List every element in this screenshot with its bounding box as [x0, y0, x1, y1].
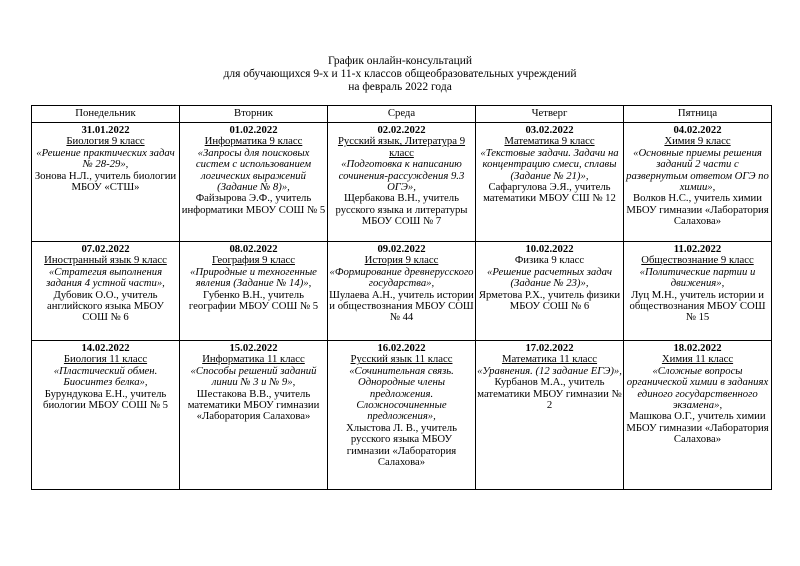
cell-teacher: Ярметова Р.Х., учитель физики МБОУ СОШ № 6 [478, 288, 621, 313]
cell-topic: «Сочинительная связь. Однородные члены предложения. Сложносочиненные предложения», [349, 364, 454, 423]
cell-topic: «Формирование древнерусского государства», [329, 265, 474, 290]
week-row-3 [32, 341, 772, 490]
cell-subject: География 9 класс [212, 254, 295, 267]
week-row-1 [32, 123, 772, 242]
schedule-cell [32, 123, 180, 242]
cell-teacher: Бурундукова Е.Н., учитель биологии МБОУ СОШ № 5 [43, 387, 168, 412]
schedule-cell [476, 242, 624, 341]
cell-teacher: Шулаева А.Н., учитель истории и обществознания МБОУ СОШ № 44 [329, 288, 474, 324]
cell-subject: История 9 класс [364, 254, 439, 267]
cell-topic: «Уравнения. (12 задание ЕГЭ)», [477, 364, 622, 377]
cell-topic: «Политические партии и движения», [639, 265, 756, 290]
cell-subject: Русский язык 11 класс [350, 353, 453, 366]
cell-topic: «Подготовка к написанию сочинения-рассуждения 9.3 ОГЭ», [338, 158, 465, 194]
schedule-cell [328, 123, 476, 242]
schedule-cell [180, 242, 328, 341]
header-row [32, 106, 772, 123]
day-header-friday: Пятница [624, 106, 772, 123]
cell-teacher: Хлыстова Л. В., учитель русского языка МБОУ гимназии «Лаборатория Салахова» [346, 421, 457, 469]
cell-date: 07.02.2022 [81, 243, 130, 255]
cell-date: 03.02.2022 [525, 124, 574, 136]
cell-date: 09.02.2022 [377, 243, 426, 255]
schedule-cell [32, 242, 180, 341]
title-line-3: на февраль 2022 года [348, 81, 452, 93]
cell-teacher: Файзырова Э.Ф., учитель информатики МБОУ СОШ № 5 [181, 192, 326, 216]
cell-date: 04.02.2022 [673, 124, 722, 136]
day-header-thursday: Четверг [476, 106, 624, 123]
schedule-cell [32, 341, 180, 490]
schedule-cell [624, 242, 772, 341]
cell-subject: Математика 11 класс [501, 353, 598, 366]
schedule-cell [328, 341, 476, 490]
cell-teacher: Волков Н.С., учитель химии МБОУ гимназии «Лаборатория Салахова» [626, 192, 769, 228]
cell-topic: «Пластический обмен. Биосинтез белка», [53, 364, 158, 389]
cell-subject: Обществознание 9 класс [641, 254, 754, 267]
cell-teacher: Курбанов М.А., учитель математики МБОУ гимназии № 2 [477, 376, 622, 412]
cell-date: 16.02.2022 [377, 342, 426, 354]
schedule-cell [624, 123, 772, 242]
cell-date: 18.02.2022 [673, 342, 722, 354]
cell-teacher: Луц М.Н., учитель истории и обществознания МБОУ СОШ № 15 [629, 288, 766, 324]
week-row-2 [32, 242, 772, 341]
cell-subject: Химия 9 класс [664, 135, 731, 148]
schedule-cell [624, 341, 772, 490]
document-title [0, 55, 800, 94]
cell-date: 31.01.2022 [81, 124, 130, 136]
schedule-cell [180, 341, 328, 490]
cell-teacher: Сафаргулова Э.Я., учитель математики МБОУ СШ № 12 [483, 181, 616, 205]
cell-subject: Математика 9 класс [504, 135, 595, 148]
cell-date: 08.02.2022 [229, 243, 278, 255]
cell-teacher: Шестакова В.В., учитель математики МБОУ гимназии «Лаборатория Салахова» [187, 387, 320, 423]
cell-topic: «Текстовые задачи. Задачи на концентрацию смеси, сплавы (Задание № 21)», [480, 146, 619, 182]
title-line-1: График онлайн-консультаций [327, 55, 473, 67]
cell-date: 02.02.2022 [377, 124, 426, 136]
cell-subject: Химия 11 класс [661, 353, 734, 366]
cell-teacher: Губенко В.Н., учитель географии МБОУ СОШ № 5 [188, 288, 319, 313]
cell-topic: «Способы решений заданий линии № 3 и № 9», [190, 364, 317, 389]
cell-topic: «Природные и техногенные явления (Задание № 14)», [190, 265, 317, 290]
cell-date: 17.02.2022 [525, 342, 574, 354]
schedule-cell [476, 341, 624, 490]
day-header-tuesday: Вторник [180, 106, 328, 123]
cell-teacher: Машкова О.Г., учитель химии МБОУ гимназии «Лаборатория Салахова» [626, 410, 769, 446]
title-line-2: для обучающихся 9-х и 11-х классов общеобразовательных учреждений [223, 68, 577, 80]
day-header-wednesday: Среда [328, 106, 476, 123]
schedule-table [31, 105, 772, 490]
cell-teacher: Дубовик О.О., учитель английского языка МБОУ СОШ № 6 [47, 288, 164, 324]
cell-topic: «Решение практических задач № 28-29», [36, 146, 175, 171]
cell-subject: Физика 9 класс [514, 254, 585, 267]
cell-subject: Информатика 9 класс [204, 135, 303, 148]
cell-subject: Биология 11 класс [63, 353, 148, 366]
cell-subject: Биология 9 класс [66, 135, 145, 148]
day-header-monday: Понедельник [32, 106, 180, 123]
cell-date: 10.02.2022 [525, 243, 574, 255]
cell-topic: «Основные приемы решения заданий 2 части с развернутым ответом ОГЭ по химии», [626, 146, 769, 194]
cell-topic: «Решение расчетных задач (Задание № 23)», [487, 265, 612, 290]
schedule-cell [328, 242, 476, 341]
cell-date: 11.02.2022 [673, 243, 722, 255]
cell-teacher: Щербакова В.Н., учитель русского языка и литературы МБОУ СОШ № 7 [335, 192, 468, 228]
cell-date: 14.02.2022 [81, 342, 130, 354]
cell-subject: Информатика 11 класс [202, 353, 305, 366]
cell-topic: «Сложные вопросы органической химии в заданиях единого государственного экзамена», [626, 364, 769, 412]
cell-topic: «Стратегия выполнения задания 4 устной части», [46, 265, 165, 290]
cell-topic: «Запросы для поисковых систем с использованием логических выражений (Задание № 8)», [195, 146, 312, 194]
cell-date: 15.02.2022 [229, 342, 278, 354]
cell-subject: Русский язык, Литература 9 класс [337, 135, 466, 159]
schedule-cell [180, 123, 328, 242]
cell-date: 01.02.2022 [229, 124, 278, 136]
cell-teacher: Зонова Н.Л., учитель биологии МБОУ «СТШ» [34, 169, 177, 194]
schedule-cell [476, 123, 624, 242]
cell-subject: Иностранный язык 9 класс [44, 254, 167, 267]
